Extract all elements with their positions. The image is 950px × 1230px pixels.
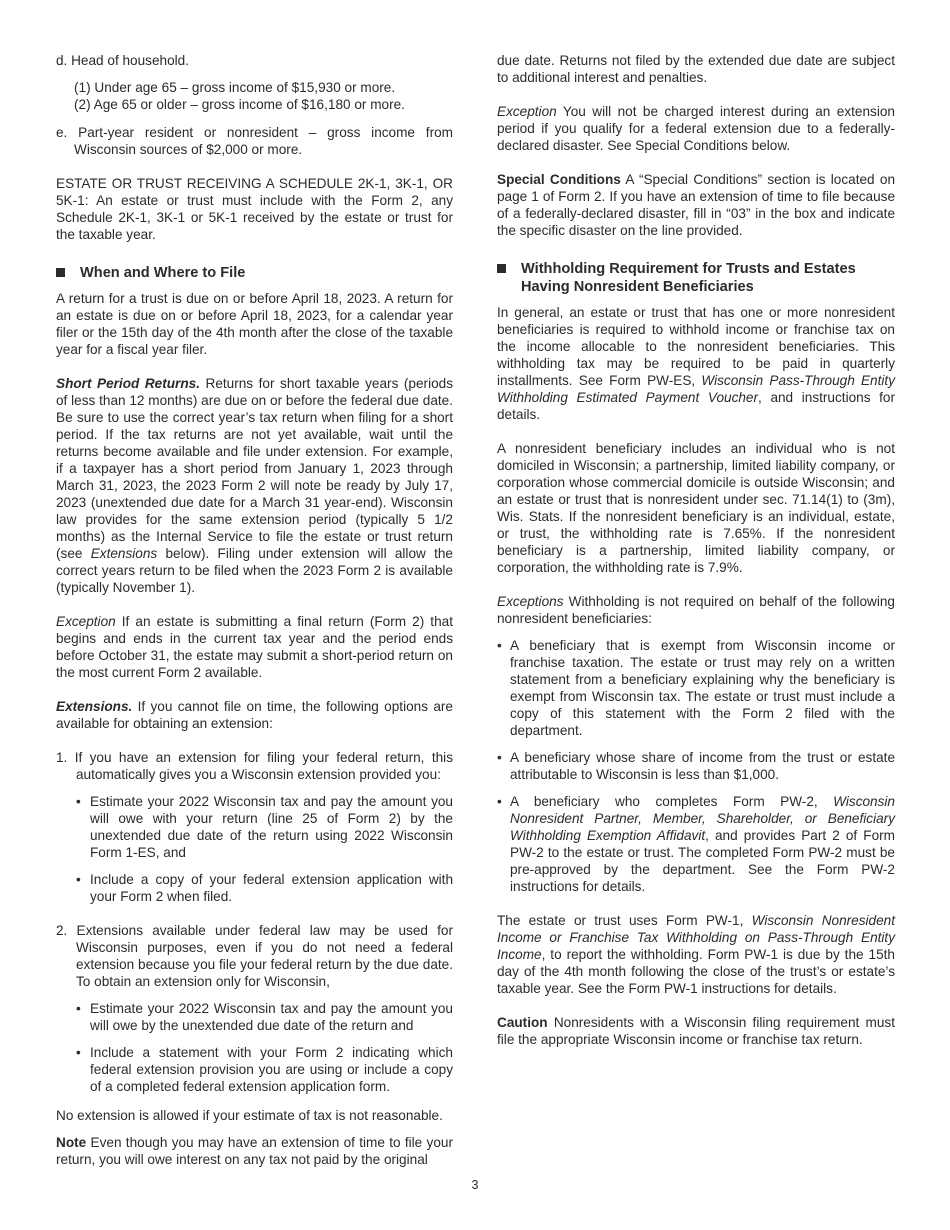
continuation-paragraph: due date. Returns not filed by the extended due date are subject to additional interest and penalties. xyxy=(497,53,895,85)
extension-item-2: 2. Extensions available under federal law may be used for Wisconsin purposes, even if you do not need a federal extension because you file your federal return by the due date. To obtain an extension only for Wisconsin, xyxy=(56,923,453,989)
exception-interest-paragraph: Exception You will not be charged interest during an extension period if you qualify for a federal extension due to a federally-declared disaster. See Special Conditions below. xyxy=(497,104,895,153)
pw1-paragraph: The estate or trust uses Form PW-1, Wisconsin Nonresident Income or Franchise Tax Withholding on Pass-Through Entity Income, to report the withholding. Form PW-1 is due by the 15th day of the 4th month following the close of the trust’s or estate’s taxable year. See the Form PW-1 instructions for details. xyxy=(497,913,895,996)
page-number: 3 xyxy=(471,1178,479,1192)
special-conditions-paragraph: Special Conditions A “Special Conditions” section is located on page 1 of Form 2. If you have an extension of time to file because of a federally-declared disaster, fill in “03” in the box and indicate the specific disaster on the line provided. xyxy=(497,172,896,238)
heading-when-where: When and Where to File xyxy=(56,264,453,282)
left-column xyxy=(56,52,453,1185)
when-paragraph: A return for a trust is due on or before April 18, 2023. A return for an estate is due on or before April 18, 2023, for a calendar year filer or the 15th day of the 4th month after the close of the taxable year for a fiscal year filer. xyxy=(56,291,453,357)
item-d-label: d. Head of household. xyxy=(56,53,190,68)
exception-bullet-1: • A beneficiary that is exempt from Wisconsin income or franchise taxation. The estate or trust may rely on a written statement from a beneficiary explaining why the beneficiary is exempt from Wisconsin tax. The estate or trust must include a copy of this statement with the Form 2 filed with the department. xyxy=(497,638,895,738)
extension-item-1-bullet-2: • Include a copy of your federal extension application with your Form 2 when filed. xyxy=(76,872,453,904)
square-bullet-icon xyxy=(497,264,506,273)
item-d1: (1) Under age 65 – gross income of $15,930 or more. xyxy=(74,80,396,95)
extension-item-2-bullet-2: • Include a statement with your Form 2 indicating which federal extension provision you are using or include a copy of a completed federal extension application form. xyxy=(76,1045,453,1094)
item-e: e. Part-year resident or nonresident – gross income from Wisconsin sources of $2,000 or more. xyxy=(56,125,453,157)
extension-item-1-bullet-1: • Estimate your 2022 Wisconsin tax and pay the amount you will owe with your return (line 25 of Form 2) by the unextended due date of the return using 2022 Wisconsin Form 1-ES, and xyxy=(76,794,453,860)
nonresident-definition-paragraph: A nonresident beneficiary includes an individual who is not domiciled in Wisconsin; a partnership, limited liability company, or corporation whose commercial domicile is outside Wisconsin; and an estate or trust that is nonresident under sec. 71.14(1) to (3m), Wis. Stats. If the nonresident beneficiary is an individual, estate, or trust, the withholding rate is 7.65%. If the nonresident beneficiary is a partnership, limited liability company, or corporation, the withholding rate is 7.9%. xyxy=(497,441,895,575)
exceptions-paragraph: Exceptions Withholding is not required on behalf of the following nonresident beneficiaries: xyxy=(497,594,895,626)
square-bullet-icon xyxy=(56,268,65,277)
caution-paragraph: Caution Nonresidents with a Wisconsin filing requirement must file the appropriate Wisconsin income or franchise tax return. xyxy=(497,1015,895,1047)
exception-bullet-3: • A beneficiary who completes Form PW-2, Wisconsin Nonresident Partner, Member, Shareholder, or Beneficiary Withholding Exemption Affidavit, and provides Part 2 of Form PW-2 to the estate or trust. The completed Form PW-2 must be pre-approved by the department. See the Form PW-2 instructions for details. xyxy=(497,794,895,894)
right-column xyxy=(497,52,895,1065)
heading-withholding: Withholding Requirement for Trusts and Estates Having Nonresident Beneficiaries xyxy=(497,260,895,296)
short-period-paragraph: Short Period Returns. Returns for short taxable years (periods of less than 12 months) are due on or before the federal due date. Be sure to use the correct year’s tax return when filing for a short period. If the tax returns are not yet available, wait until the returns become available and file under extension. For example, if a taxpayer has a short period from January 1, 2023 through March 31, 2023, the 2023 Form 2 will note be ready by July 17, 2023 (unextended due date for a March 31 year-end). Wisconsin law provides for the same extension period (typically 5 1/2 months) as the Internal Service to file the estate or trust return (see Extensions below). Filing under extension will allow the correct years return to be filed when the 2023 Form 2 is available (typically November 1). xyxy=(56,376,454,595)
exception-bullet-2: • A beneficiary whose share of income from the trust or estate attributable to Wisconsin is less than $1,000. xyxy=(497,750,895,782)
item-d2: (2) Age 65 or older – gross income of $16,180 or more. xyxy=(74,97,405,112)
exception-paragraph: Exception If an estate is submitting a final return (Form 2) that begins and ends in the current tax year and the period ends before October 31, the estate may submit a short-period return on the most current Form 2 available. xyxy=(56,614,453,680)
extension-item-1: 1. If you have an extension for filing your federal return, this automatically gives you a Wisconsin extension provided you: xyxy=(56,750,453,782)
no-extension-paragraph: No extension is allowed if your estimate of tax is not reasonable. xyxy=(56,1108,443,1123)
note-paragraph: Note Even though you may have an extension of time to file your return, you will owe interest on any tax not paid by the original xyxy=(56,1135,453,1167)
extension-item-2-bullet-1: • Estimate your 2022 Wisconsin tax and pay the amount you will owe by the unextended due date of the return and xyxy=(76,1001,453,1033)
withholding-general-paragraph: In general, an estate or trust that has one or more nonresident beneficiaries is required to withhold income or franchise tax on the income allocable to the nonresident beneficiaries. This withholding tax may be required to be paid in quarterly installments. See Form PW-ES, Wisconsin Pass-Through Entity Withholding Estimated Payment Voucher, and instructions for details. xyxy=(497,305,896,422)
estate-trust-paragraph: ESTATE OR TRUST RECEIVING A SCHEDULE 2K-1, 3K-1, OR 5K-1: An estate or trust must include with the Form 2, any Schedule 2K-1, 3K-1 or 5K-1 received by the estate or trust for the taxable year. xyxy=(56,176,453,242)
extensions-paragraph: Extensions. If you cannot file on time, the following options are available for obtaining an extension: xyxy=(56,699,453,731)
